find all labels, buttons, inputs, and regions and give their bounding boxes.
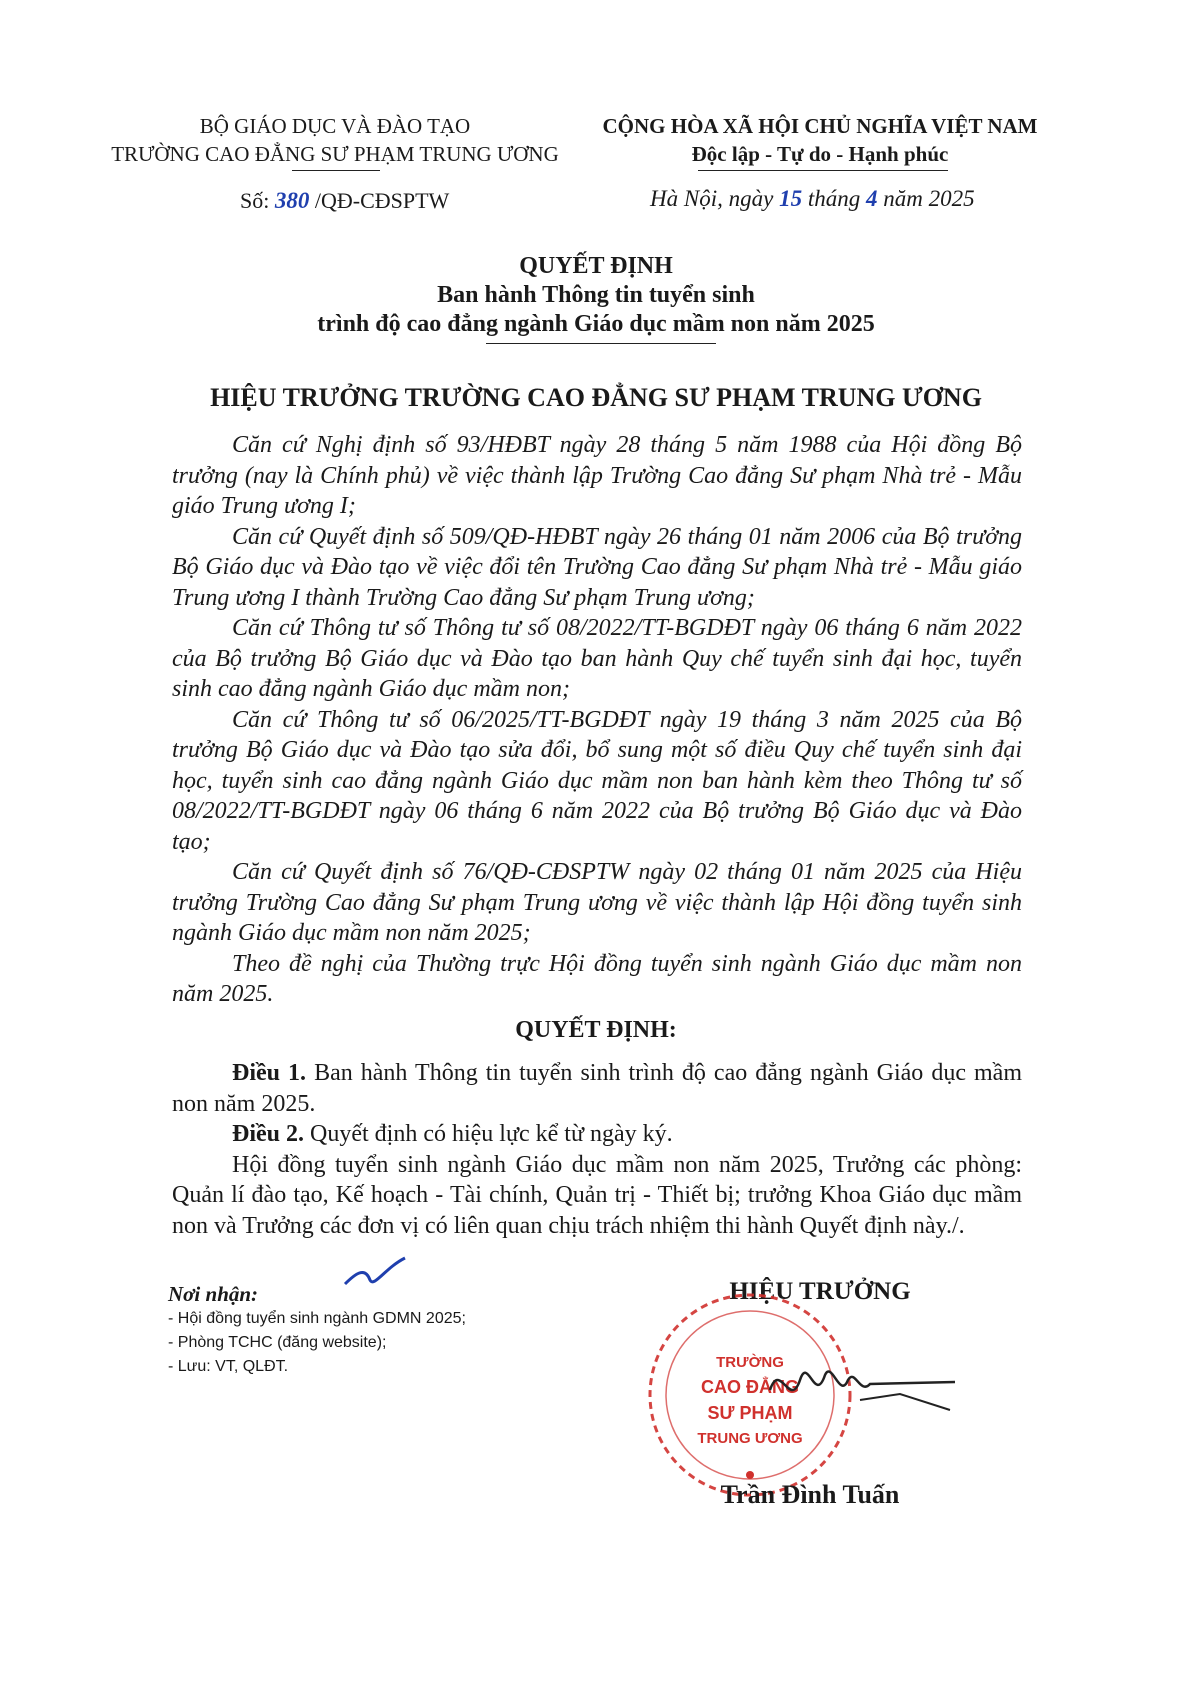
seal-line-3: SƯ PHẠM xyxy=(707,1403,793,1423)
preamble-item: Căn cứ Nghị định số 93/HĐBT ngày 28 tháng 5 năm 1988 của Hội đồng Bộ trưởng (nay là Chính phủ) về việc thành lập Trường Cao đẳng Sư phạm Nhà trẻ - Mẫu giáo Trung ương I; xyxy=(172,432,1022,519)
recipient-item: - Lưu: VT, QLĐT. xyxy=(168,1358,289,1375)
seal-line-4: TRUNG ƯƠNG xyxy=(697,1430,803,1447)
recipients-heading: Nơi nhận: xyxy=(168,1282,259,1306)
motto: Độc lập - Tự do - Hạnh phúc xyxy=(691,142,949,166)
issuer-block xyxy=(100,112,570,168)
issuer-underline xyxy=(292,170,380,171)
preamble-item: Căn cứ Thông tư số 06/2025/TT-BGDĐT ngày 19 tháng 3 năm 2025 của Bộ trưởng Bộ Giáo dục và Đào tạo sửa đổi, bổ sung một số điều Quy chế tuyển sinh đại học, tuyển sinh cao đẳng ngành Giáo dục mầm non ban hành kèm theo Thông tư số 08/2022/TT-BGDĐT ngày 06 tháng 6 năm 2022 của Bộ trưởng Bộ Giáo dục và Đào tạo; xyxy=(172,706,1022,855)
document-subject-2: trình độ cao đẳng ngành Giáo dục mầm non năm 2025 xyxy=(317,311,875,337)
authority-title: HIỆU TRƯỞNG TRƯỜNG CAO ĐẲNG SƯ PHẠM TRUNG ƯƠNG xyxy=(210,383,982,412)
article-1: Điều 1. Ban hành Thông tin tuyển sinh trình độ cao đẳng ngành Giáo dục mầm non năm 2025. xyxy=(172,1060,1023,1117)
signature-scribble-icon xyxy=(760,1350,960,1430)
document-date: Hà Nội, ngày 15 tháng 4 năm 2025 xyxy=(650,186,975,211)
document-number: Số: 380 /QĐ-CĐSPTW xyxy=(240,188,450,213)
articles xyxy=(172,1058,1022,1241)
motto-underline xyxy=(698,170,948,171)
date-month-handwritten: 4 xyxy=(865,186,878,211)
date-day-handwritten: 15 xyxy=(779,186,803,211)
preamble-item: Căn cứ Thông tư số Thông tư số 08/2022/TT-BGDĐT ngày 06 tháng 6 năm 2022 của Bộ trưởng Bộ Giáo dục và Đào tạo ban hành Quy chế tuyển sinh đại học, tuyển sinh cao đẳng ngành Giáo dục mầm non; xyxy=(172,615,1022,702)
seal-line-1: TRƯỜNG xyxy=(716,1354,784,1371)
title-underline xyxy=(486,343,716,344)
document-type: QUYẾT ĐỊNH xyxy=(519,253,673,279)
school-name: TRƯỜNG CAO ĐẲNG SƯ PHẠM TRUNG ƯƠNG xyxy=(111,142,559,166)
national-header xyxy=(600,112,1040,168)
article-2: Điều 2. Quyết định có hiệu lực kể từ ngày ký. xyxy=(232,1121,673,1147)
preamble-item: Căn cứ Quyết định số 76/QĐ-CĐSPTW ngày 02 tháng 01 năm 2025 của Hiệu trưởng Trường Cao đẳng Sư phạm Trung ương về việc thành lập Hội đồng tuyển sinh ngành Giáo dục mầm non năm 2025; xyxy=(172,859,1022,946)
country-name: CỘNG HÒA XÃ HỘI CHỦ NGHĨA VIỆT NAM xyxy=(602,114,1038,138)
preamble-item: Căn cứ Quyết định số 509/QĐ-HĐBT ngày 26 tháng 01 năm 2006 của Bộ trưởng Bộ Giáo dục và Đào tạo về việc đổi tên Trường Cao đẳng Sư phạm Nhà trẻ - Mẫu giáo Trung ương I thành Trường Cao đẳng Sư phạm Trung ương; xyxy=(172,523,1022,611)
article-2-body: Hội đồng tuyển sinh ngành Giáo dục mầm non năm 2025, Trưởng các phòng: Quản lí đào tạo, Kế hoạch - Tài chính, Quản trị - Thiết bị; trưởng Khoa Giáo dục mầm non và Trưởng các đơn vị có liên quan chịu trách nhiệm thi hành Quyết định này./. xyxy=(172,1151,1022,1239)
decision-heading: QUYẾT ĐỊNH: xyxy=(515,1017,677,1043)
ministry-name: BỘ GIÁO DỤC VÀ ĐÀO TẠO xyxy=(199,114,471,138)
preamble xyxy=(172,430,1022,1010)
signer-name: Trần Đình Tuấn xyxy=(720,1480,900,1509)
number-handwritten: 380 xyxy=(274,188,310,213)
title-block xyxy=(80,252,1112,339)
seal-line-2: CAO ĐẲNG xyxy=(701,1377,799,1397)
document-subject-1: Ban hành Thông tin tuyển sinh xyxy=(437,282,755,308)
recipient-item: - Phòng TCHC (đăng website); xyxy=(168,1334,387,1351)
recipient-item: - Hội đồng tuyển sinh ngành GDMN 2025; xyxy=(168,1310,466,1327)
recipients xyxy=(168,1281,588,1379)
preamble-item: Theo đề nghị của Thường trực Hội đồng tuyển sinh ngành Giáo dục mầm non năm 2025. xyxy=(172,950,1022,1007)
signer-title: HIỆU TRƯỞNG xyxy=(729,1278,911,1305)
